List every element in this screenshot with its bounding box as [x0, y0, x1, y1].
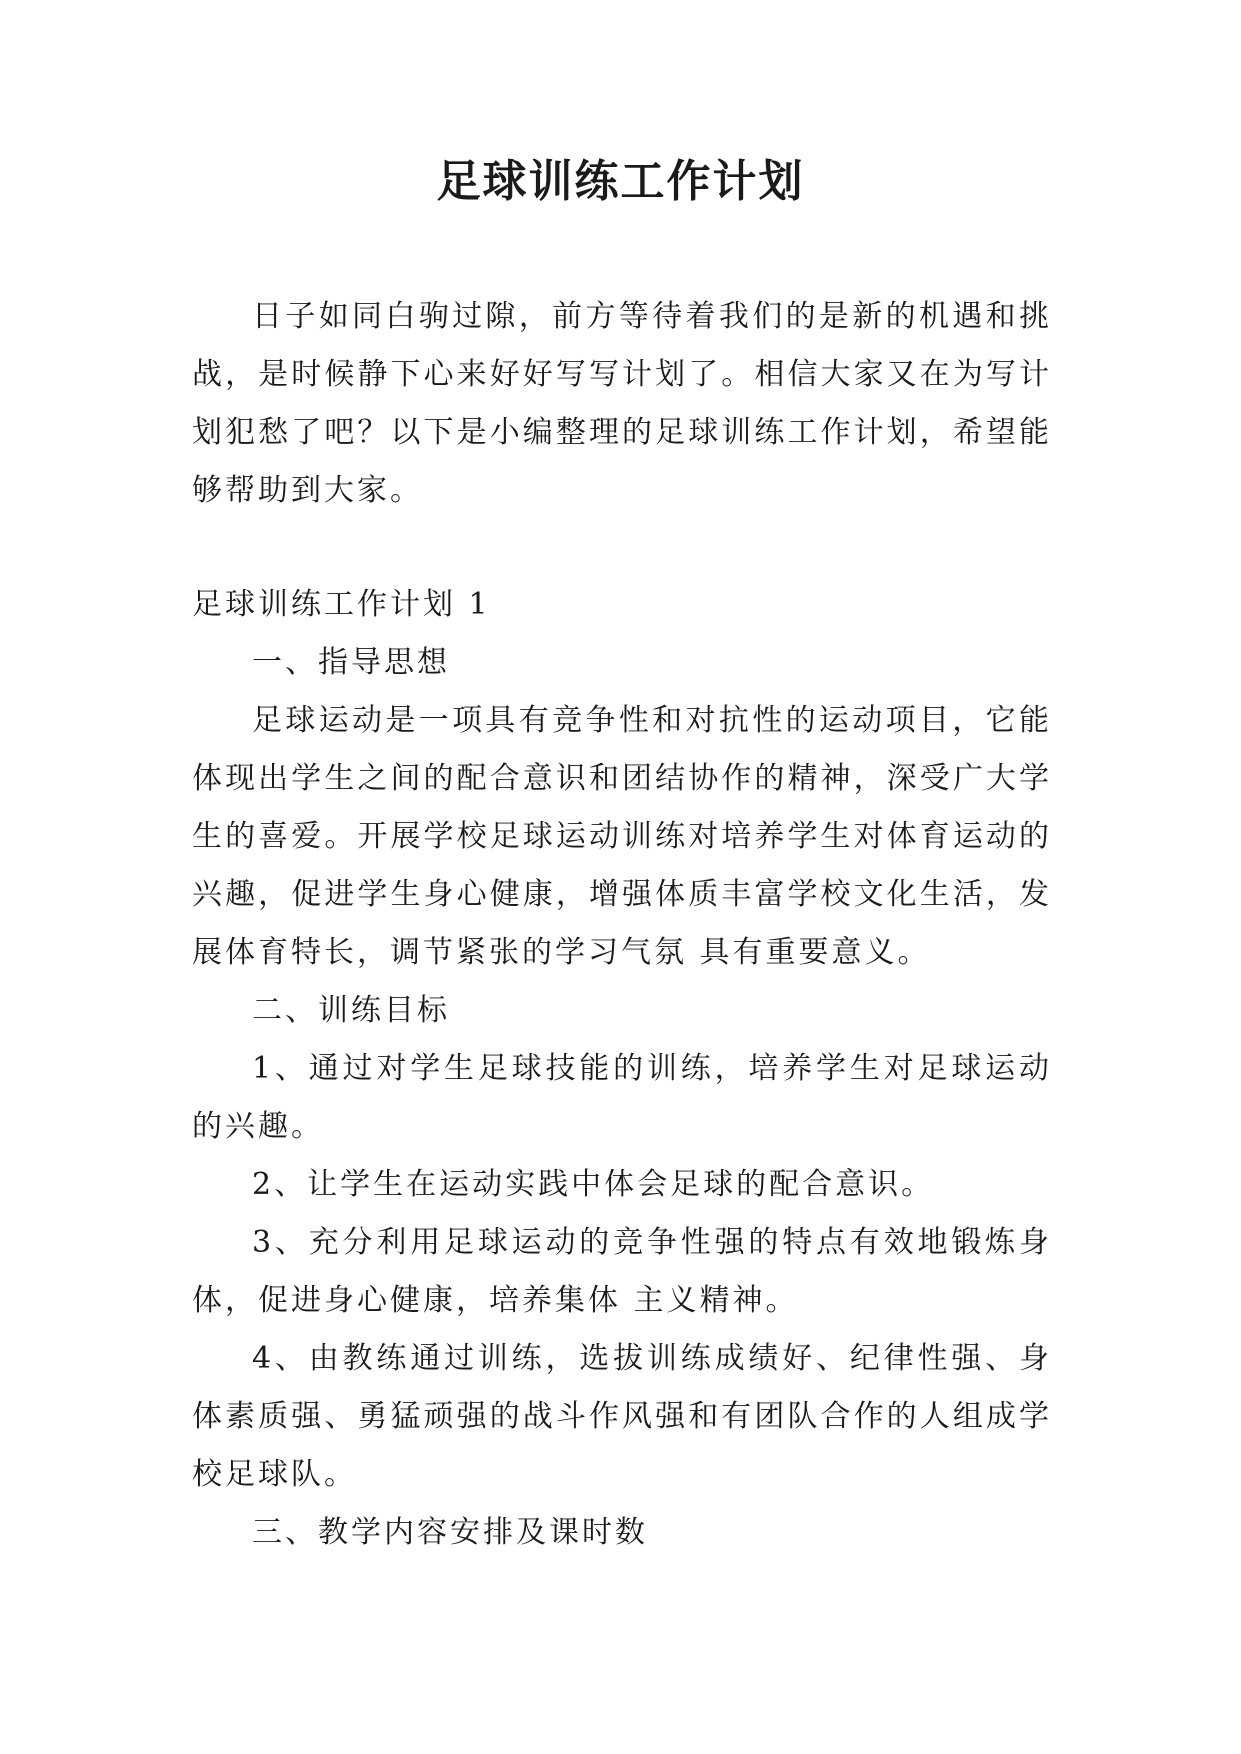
document-body — [192, 288, 1052, 1562]
goal-item-2: 2、让学生在运动实践中体会足球的配合意识。 — [252, 1167, 935, 1202]
spacer — [192, 520, 1052, 576]
document-title: 足球训练工作计划 — [436, 156, 805, 207]
paragraph-guiding-thought: 足球运动是一项具有竞争性和对抗性的运动项目，它能体现出学生之间的配合意识和团结协作的精神，深受广大学生的喜爱。开展学校足球运动训练对培养学生对体育运动的兴趣，促进学生身心健康，增强体质丰富学校文化生活，发展体育特长，调节紧张的学习气氛 具有重要意义。 — [192, 703, 1052, 970]
section-title: 足球训练工作计划 1 — [192, 587, 491, 622]
goal-item-1: 1、通过对学生足球技能的训练，培养学生对足球运动的兴趣。 — [192, 1051, 1052, 1144]
goal-item-4: 4、由教练通过训练，选拔训练成绩好、纪律性强、身体素质强、勇猛顽强的战斗作风强和有团队合作的人组成学校足球队。 — [192, 1341, 1052, 1492]
intro-paragraph: 日子如同白驹过隙，前方等待着我们的是新的机遇和挑战，是时候静下心来好好写写计划了。相信大家又在为写计划犯愁了吧？以下是小编整理的足球训练工作计划，希望能够帮助到大家。 — [192, 299, 1052, 508]
heading-training-goals: 二、训练目标 — [252, 993, 450, 1028]
goal-item-3: 3、充分利用足球运动的竞争性强的特点有效地锻炼身体，促进身心健康，培养集体 主义精神。 — [192, 1225, 1052, 1318]
heading-teaching-content: 三、教学内容安排及课时数 — [252, 1515, 648, 1550]
heading-guiding-thought: 一、指导思想 — [252, 645, 450, 680]
